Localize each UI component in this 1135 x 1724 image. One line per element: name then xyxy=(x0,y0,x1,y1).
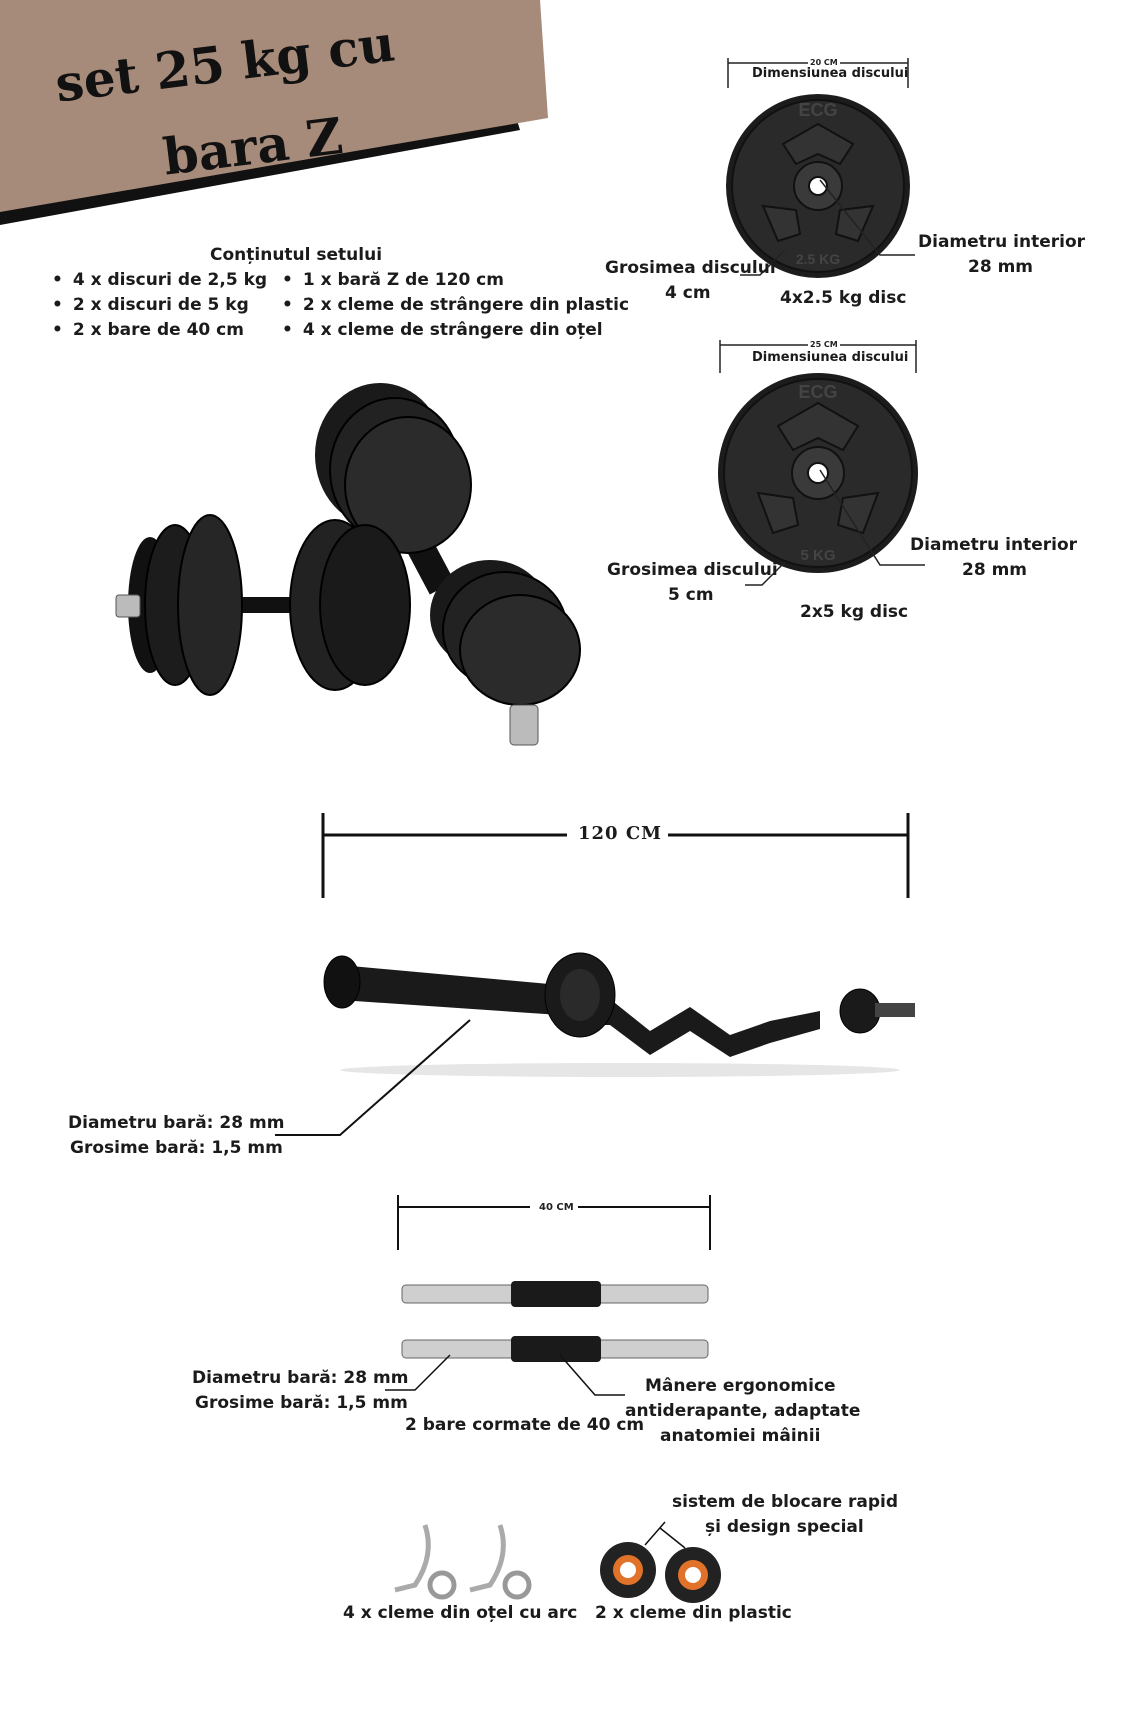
lock-description-2: și design special xyxy=(705,1517,864,1537)
grip-description-2: antiderapante, adaptate xyxy=(625,1401,861,1421)
disc-small-thickness-label: Grosimea discului xyxy=(605,258,776,278)
disc-small-emboss: 2.5 KG xyxy=(795,251,841,267)
list-item: • 2 x bare de 40 cm xyxy=(52,318,267,343)
disc-small-inner-label: Diametru interior xyxy=(918,232,1086,252)
grip-description-3: anatomiei mâinii xyxy=(660,1426,821,1446)
disc-small-size-value: 20 CM xyxy=(810,58,838,67)
title-line-2: bara Z xyxy=(160,106,346,187)
disc-large-thickness-value: 5 cm xyxy=(668,585,714,605)
steel-spring-clips-image xyxy=(390,1515,550,1605)
disc-large-size-label: Dimensiunea discului xyxy=(752,350,909,365)
grip-description-1: Mânere ergonomice xyxy=(645,1376,836,1396)
steel-clips-caption: 4 x cleme din oțel cu arc xyxy=(343,1603,578,1623)
disc-large-logo: ECG xyxy=(798,382,838,402)
list-item: • 4 x discuri de 2,5 kg xyxy=(52,268,267,293)
disc-large-thickness-label: Grosimea discului xyxy=(607,560,778,580)
list-item: • 1 x bară Z de 120 cm xyxy=(282,268,629,293)
disc-small-thickness-value: 4 cm xyxy=(665,283,711,303)
lock-description-1: sistem de blocare rapid xyxy=(672,1492,899,1512)
disc-large-emboss: 5 KG xyxy=(800,547,836,564)
disc-large-size-value: 25 CM xyxy=(810,340,838,349)
title-line-1: set 25 kg cu xyxy=(52,13,398,114)
list-item: • 2 x cleme de strângere din plastic xyxy=(282,293,629,318)
short-bars-thickness: Grosime bară: 1,5 mm xyxy=(195,1393,408,1413)
disc-small-logo: ECG xyxy=(798,100,838,120)
z-bar-diameter: Diametru bară: 28 mm xyxy=(68,1113,285,1133)
z-bar-thickness: Grosime bară: 1,5 mm xyxy=(70,1138,283,1158)
short-bars-caption: 2 bare cormate de 40 cm xyxy=(405,1415,645,1435)
disc-small-inner-value: 28 mm xyxy=(968,257,1034,277)
short-bars-length: 40 CM xyxy=(539,1202,574,1213)
disc-large-inner-label: Diametru interior xyxy=(910,535,1078,555)
disc-small-size-label: Dimensiunea discului xyxy=(752,66,909,81)
list-item: • 2 x discuri de 5 kg xyxy=(52,293,267,318)
disc-large-inner-value: 28 mm xyxy=(962,560,1028,580)
list-item: • 4 x cleme de strângere din oțel xyxy=(282,318,629,343)
short-bars-diameter: Diametru bară: 28 mm xyxy=(192,1368,409,1388)
disc-small-caption: 4x2.5 kg disc xyxy=(780,288,907,308)
contents-heading: Conținutul setului xyxy=(210,245,383,265)
plastic-clips-caption: 2 x cleme din plastic xyxy=(595,1603,792,1623)
plastic-clips-image xyxy=(593,1530,733,1610)
z-bar-length: 120 CM xyxy=(578,823,663,844)
disc-large-caption: 2x5 kg disc xyxy=(800,602,909,622)
